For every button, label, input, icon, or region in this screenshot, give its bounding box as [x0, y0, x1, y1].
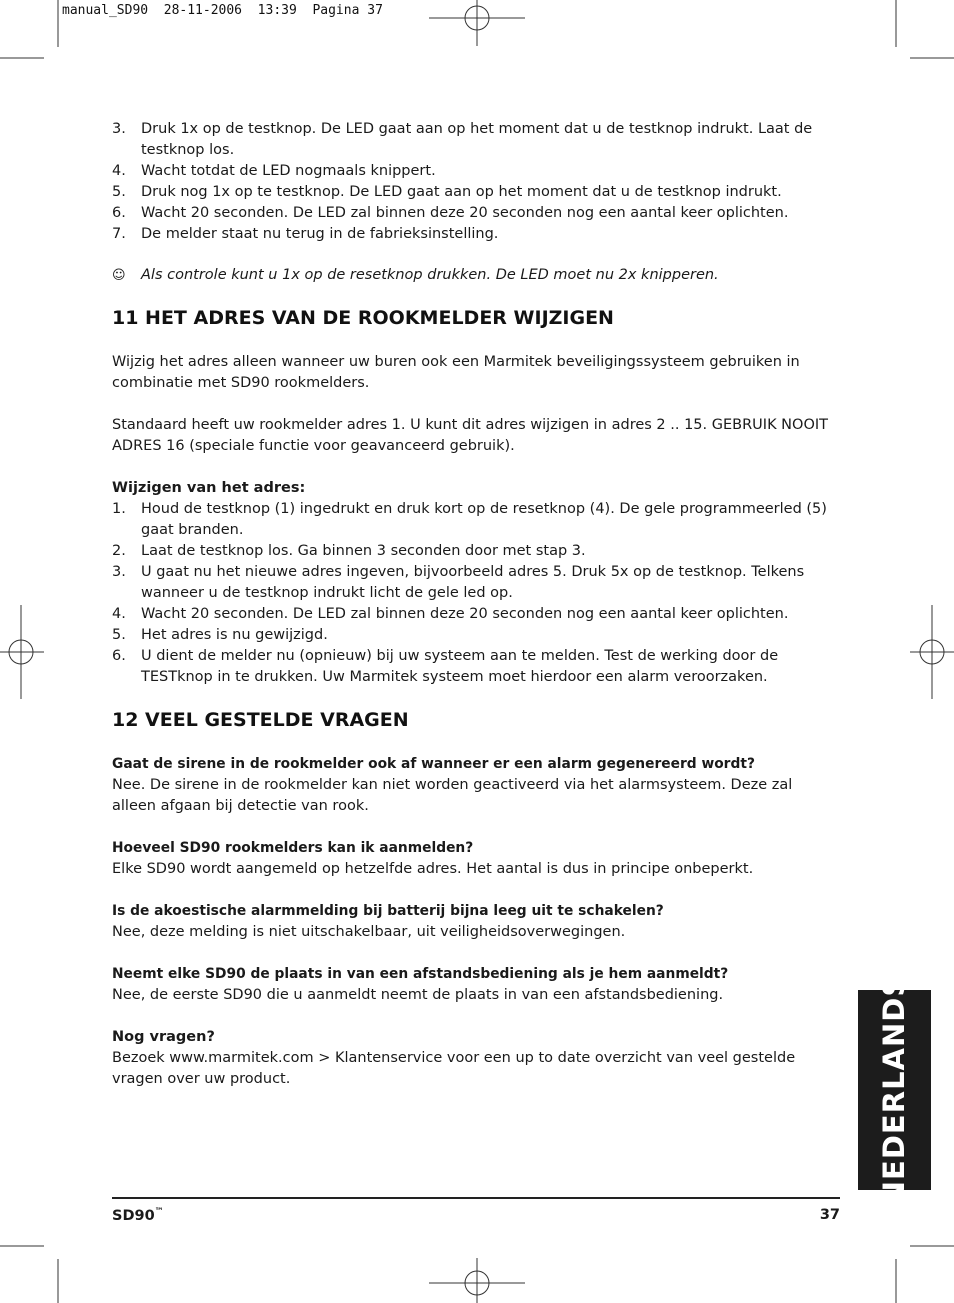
faq-question: Is de akoestische alarmmelding bij batterij bijna leeg uit te schakelen?: [112, 903, 664, 919]
faq-answer: Nee, de eerste SD90 die u aanmeldt neemt de plaats in van een afstandsbediening.: [112, 987, 724, 1003]
section-11-paragraph-2: Standaard heeft uw rookmelder adres 1. U kunt dit adres wijzigen in adres 2 .. 15. GEBRUIK NOOIT ADRES 16 (speciale functie voor geavanceerd gebruik).: [112, 417, 828, 454]
list-item: 7. De melder staat nu terug in de fabrieksinstelling.: [112, 226, 499, 242]
faq-answer: Nee, deze melding is niet uitschakelbaar, uit veiligheidsoverwegingen.: [112, 924, 626, 940]
address-steps-list: [112, 499, 839, 688]
page-content: [112, 119, 839, 1090]
more-questions-heading: Nog vragen?: [112, 1029, 215, 1045]
reset-steps-list: [112, 119, 839, 245]
list-item: 3. Druk 1x op de testknop. De LED gaat aan op het moment dat u de testknop indrukt. Laat de testknop los.: [112, 121, 813, 158]
faq-answer: Elke SD90 wordt aangemeld op hetzelfde adres. Het aantal is dus in principe onbeperkt.: [112, 861, 754, 877]
faq-answer: Nee. De sirene in de rookmelder kan niet worden geactiveerd via het alarmsysteem. Deze zal alleen afgaan bij detectie van rook.: [112, 777, 793, 814]
print-slug: manual_SD90 28-11-2006 13:39 Pagina 37: [62, 3, 383, 18]
section-11-paragraph-1: Wijzig het adres alleen wanneer uw buren ook een Marmitek beveiligingssysteem gebruiken in combinatie met SD90 rookmelders.: [112, 354, 800, 391]
section-11-title: 11 HET ADRES VAN DE ROOKMELDER WIJZIGEN: [112, 307, 614, 329]
list-item: 5. Het adres is nu gewijzigd.: [112, 627, 328, 643]
language-tab-label: NEDERLANDS: [877, 974, 912, 1206]
page-number: 37: [819, 1207, 840, 1223]
list-item: 1. Houd de testknop (1) ingedrukt en druk kort op de resetknop (4). De gele programmeerled (5) gaat branden.: [112, 501, 827, 538]
list-item: 5. Druk nog 1x op te testknop. De LED gaat aan op het moment dat u de testknop indrukt.: [112, 184, 782, 200]
footer-product-name: SD90™: [112, 1207, 164, 1224]
list-item: 4. Wacht 20 seconden. De LED zal binnen deze 20 seconden nog een aantal keer oplichten.: [112, 606, 789, 622]
list-item: 6. U dient de melder nu (opnieuw) bij uw systeem aan te melden. Test de werking door de TESTknop in te drukken. Uw Marmitek systeem moet hierdoor een alarm veroorzaken.: [112, 648, 779, 685]
smiley-icon: ☺: [112, 268, 126, 283]
list-item: 3. U gaat nu het nieuwe adres ingeven, bijvoorbeeld adres 5. Druk 5x op de testknop. Telkens wanneer u de testknop indrukt licht de gele led op.: [112, 564, 805, 601]
trademark-symbol: ™: [154, 1207, 164, 1217]
tip-note: ☺ Als controle kunt u 1x op de resetknop drukken. De LED moet nu 2x knipperen.: [112, 265, 839, 286]
faq-question: Gaat de sirene in de rookmelder ook af wanneer er een alarm gegenereerd wordt?: [112, 756, 755, 772]
section-12-title: 12 VEEL GESTELDE VRAGEN: [112, 709, 409, 731]
list-item: 4. Wacht totdat de LED nogmaals knippert.: [112, 163, 436, 179]
footer-rule: [112, 1197, 840, 1199]
more-questions-text: Bezoek www.marmitek.com > Klantenservice voor een up to date overzicht van veel gestelde vragen over uw product.: [112, 1050, 796, 1087]
address-change-subheading: Wijzigen van het adres:: [112, 480, 306, 496]
faq-question: Neemt elke SD90 de plaats in van een afstandsbediening als je hem aanmeldt?: [112, 966, 729, 982]
list-item: 2. Laat de testknop los. Ga binnen 3 seconden door met stap 3.: [112, 543, 586, 559]
list-item: 6. Wacht 20 seconden. De LED zal binnen deze 20 seconden nog een aantal keer oplichten.: [112, 205, 789, 221]
language-side-tab: [858, 974, 931, 1206]
faq-question: Hoeveel SD90 rookmelders kan ik aanmelden?: [112, 840, 474, 856]
